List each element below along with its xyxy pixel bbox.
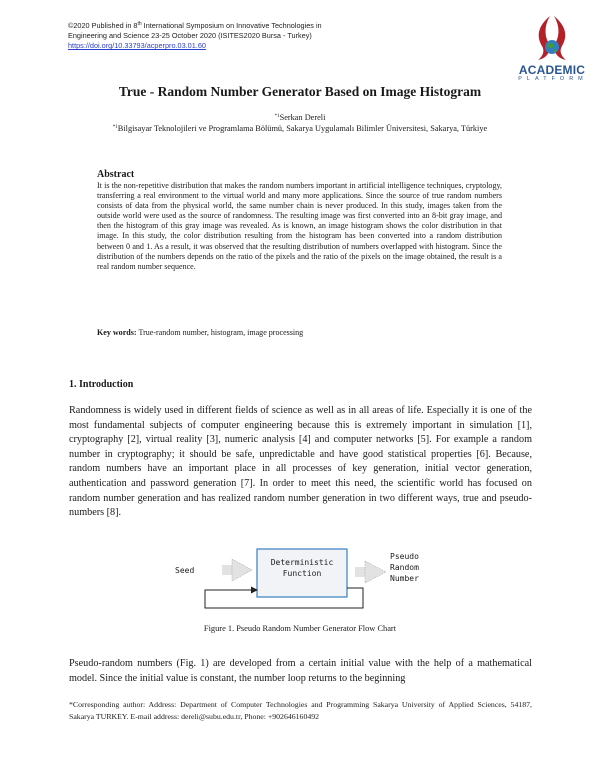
keywords-value: True-random number, histogram, image processing [138, 328, 304, 337]
publication-info [68, 21, 322, 52]
abstract-body: It is the non-repetitive distribution that makes the random numbers important in artificial intelligence techniques, cryptology, transferring a real environment to the virtual world and many more applications. Since the source of true random numbers consists of data from the physical world, the same number chain is never produced. In this study, images taken from the outside world were used as the source of randomness. The resulting image was first converted into an 8-bit gray image, and then the histogram of this gray image was revealed. As is known, an image histogram shows the color distribution in that image. In this study, the color distribution resulting from the histogram has been converted into a random distribution between 0 and 1. As a result, it was observed that the resulting distribution of numbers overlapped with histogram. Since the distribution of the numbers depends on the ratio of the pixels and the ratio of the pixels on the image obtained, the result is a real random number sequence. [97, 181, 502, 271]
logo-word-academic: ACADEMIC [518, 63, 586, 77]
publication-line-2: Engineering and Science 23-25 October 2020 (ISITES2020 Bursa - Turkey) [68, 31, 312, 41]
corresponding-author-footnote: *Corresponding author: Address: Department of Computer Technologies and Programming Sakarya University of Applied Sciences, 54187, Sakarya TURKEY. E-mail address: dereli@subu.edu.tr, Phone: +902646160492 [69, 700, 532, 721]
doi-link[interactable]: https://doi.org/10.33793/acperpro.03.01.60 [68, 41, 206, 51]
affiliation-line [0, 124, 600, 133]
output-arrow-icon [355, 561, 386, 583]
figure-1-caption: Figure 1. Pseudo Random Number Generator Flow Chart [203, 624, 397, 633]
output-label: Pseudo Random Number [390, 552, 419, 583]
keywords [97, 328, 303, 337]
paper-title: True - Random Number Generator Based on Image Histogram [118, 84, 482, 99]
publication-line-1: ©2020 Published in 8th International Symposium on Innovative Technologies in [68, 21, 322, 30]
keywords-label: Key words: [97, 328, 137, 337]
academic-platform-logo [512, 14, 592, 84]
introduction-heading: 1. Introduction [69, 379, 134, 390]
introduction-paragraph-2: Pseudo-random numbers (Fig. 1) are developed from a certain initial value with the help of a mathematical model. Since the initial value is constant, the number loop returns to the beginning [69, 658, 532, 684]
affiliation-text: Bilgisayar Teknolojileri ve Programlama Bölümü, Sakarya Uygulamalı Bilimler Üniversitesi, Sakarya, Türkiye [117, 124, 488, 133]
author-line [0, 113, 600, 122]
abstract-heading: Abstract [97, 169, 135, 180]
figure-1-flowchart [170, 547, 460, 617]
logo-word-platform: PLATFORM [518, 76, 588, 82]
seed-label: Seed [175, 566, 195, 575]
author-name: Serkan Dereli [279, 113, 326, 122]
affiliation-mark: *1 [112, 125, 118, 130]
input-arrow-icon [222, 559, 252, 581]
flame-globe-icon [512, 14, 592, 64]
author-mark: *1 [274, 114, 280, 119]
introduction-paragraph-1: Randomness is widely used in different fields of science as well as in all areas of life. Especially it is one of the most fundamental subjects of computer engineering because this is extremely important in simulation [1], cryptography [2], virtual reality [3], numeric analysis [4] and computer networks [5]. For example a random number in cryptography; it should be safe, unpredictable and have good statistical properties [6]. Because, random numbers have an important place in all processes of key generation, initial vector generation, authentication and password generation [7]. In order to meet this need, the scientific world has focused on random number generation and has realized random number generation in two different ways, true and pseudo-numbers [8]. [69, 405, 532, 519]
function-box-label: Deterministic Function [270, 558, 334, 578]
